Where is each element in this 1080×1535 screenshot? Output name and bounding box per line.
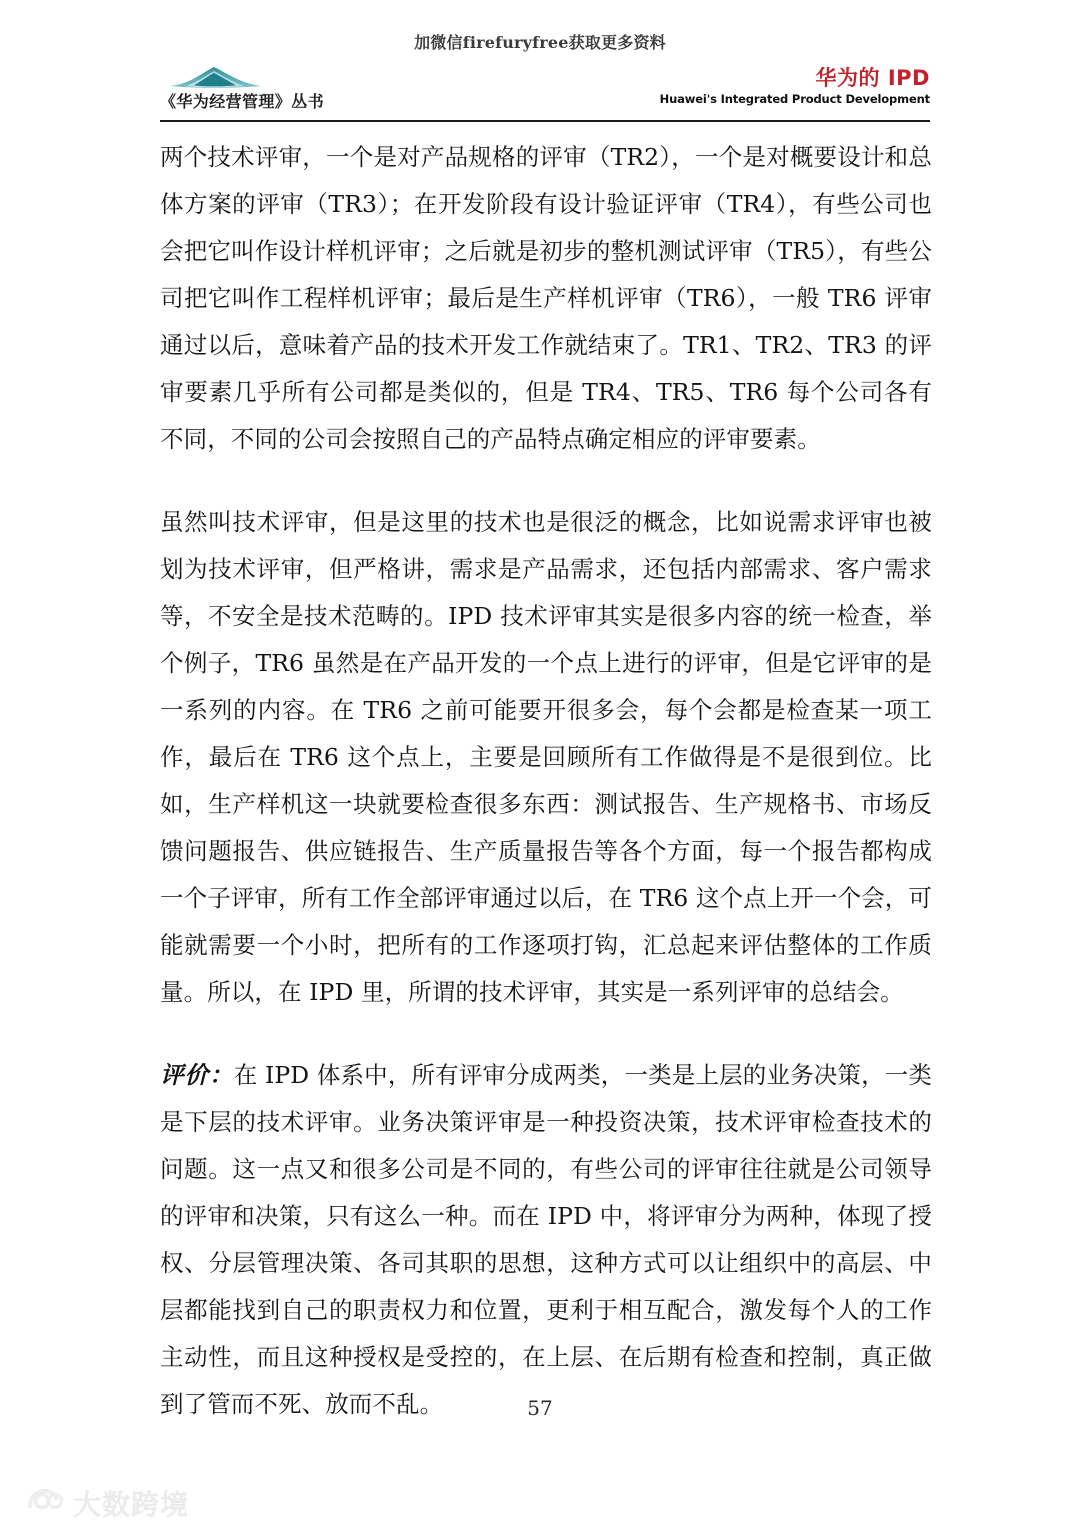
evaluation-text: 在 IPD 体系中，所有评审分成两类，一类是上层的业务决策，一类是下层的技术评审。业务决策评审是一种投资决策，技术评审检查技术的问题。这一点又和很多公司是不同的，有些公司的评审往往就是公司领导的评审和决策，只有这么一种。而在 IPD 中，将评审分为两种，体现了授权、分层管理决策、各司其职的思想，这种方式可以让组织中的高层、中层都能找到自己的职责权力和位置，更利于相互配合，激发每个人的工作主动性，而且这种授权是受控的，在上层、在后期有检查和控制，真正做到了管而不死、放而不乱。: [160, 1061, 932, 1418]
body-paragraph: 虽然叫技术评审，但是这里的技术也是很泛的概念，比如说需求评审也被划为技术评审，但严格讲，需求是产品需求，还包括内部需求、客户需求等，不安全是技术范畴的。IPD 技术评审其实是很多内容的统一检查，举个例子，TR6 虽然是在产品开发的一个点上进行的评审，但是它评审的是一系列的内容。在 TR6 之前可能要开很多会，每个会都是检查某一项工作，最后在 TR6 这个点上，主要是回顾所有工作做得是不是很到位。比如，生产样机这一块就要检查很多东西：测试报告、生产规格书、市场反馈问题报告、供应链报告、生产质量报告等各个方面，每一个报告都构成一个子评审，所有工作全部评审通过以后，在 TR6 这个点上开一个会，可能就需要一个小时，把所有的工作逐项打钩，汇总起来评估整体的工作质量。所以，在 IPD 里，所谓的技术评审，其实是一系列评审的总结会。: [160, 508, 932, 1006]
evaluation-paragraph: [160, 1052, 932, 1428]
page-number: 57: [527, 1396, 553, 1420]
teal-mountain-logo-icon: [164, 62, 268, 88]
brand-subtitle-en: Huawei's Integrated Product Development: [659, 92, 930, 107]
header-right-group: [660, 66, 930, 106]
evaluation-label: 评价：: [160, 1061, 234, 1089]
page-header: [160, 62, 930, 120]
series-title: 《华为经营管理》丛书: [160, 92, 325, 111]
brand-title-cn: 华为的 IPD: [815, 66, 930, 90]
page-content: [160, 134, 932, 1428]
dashu-kuajing-logo-icon: [26, 1486, 66, 1520]
body-paragraph: 两个技术评审，一个是对产品规格的评审（TR2），一个是对概要设计和总体方案的评审（TR3）；在开发阶段有设计验证评审（TR4），有些公司也会把它叫作设计样机评审；之后就是初步的整机测试评审（TR5），有些公司把它叫作工程样机评审；最后是生产样机评审（TR6），一般 TR6 评审通过以后，意味着产品的技术开发工作就结束了。TR1、TR2、TR3 的评审要素几乎所有公司都是类似的，但是 TR4、TR5、TR6 每个公司各有不同，不同的公司会按照自己的产品特点确定相应的评审要素。: [160, 143, 932, 453]
header-left-group: [160, 62, 500, 112]
header-divider: [160, 120, 930, 122]
footer-watermark: [26, 1483, 189, 1523]
footer-watermark-text: 大数跨境: [73, 1488, 190, 1521]
top-watermark-text: 加微信firefuryfree获取更多资料: [414, 33, 666, 52]
